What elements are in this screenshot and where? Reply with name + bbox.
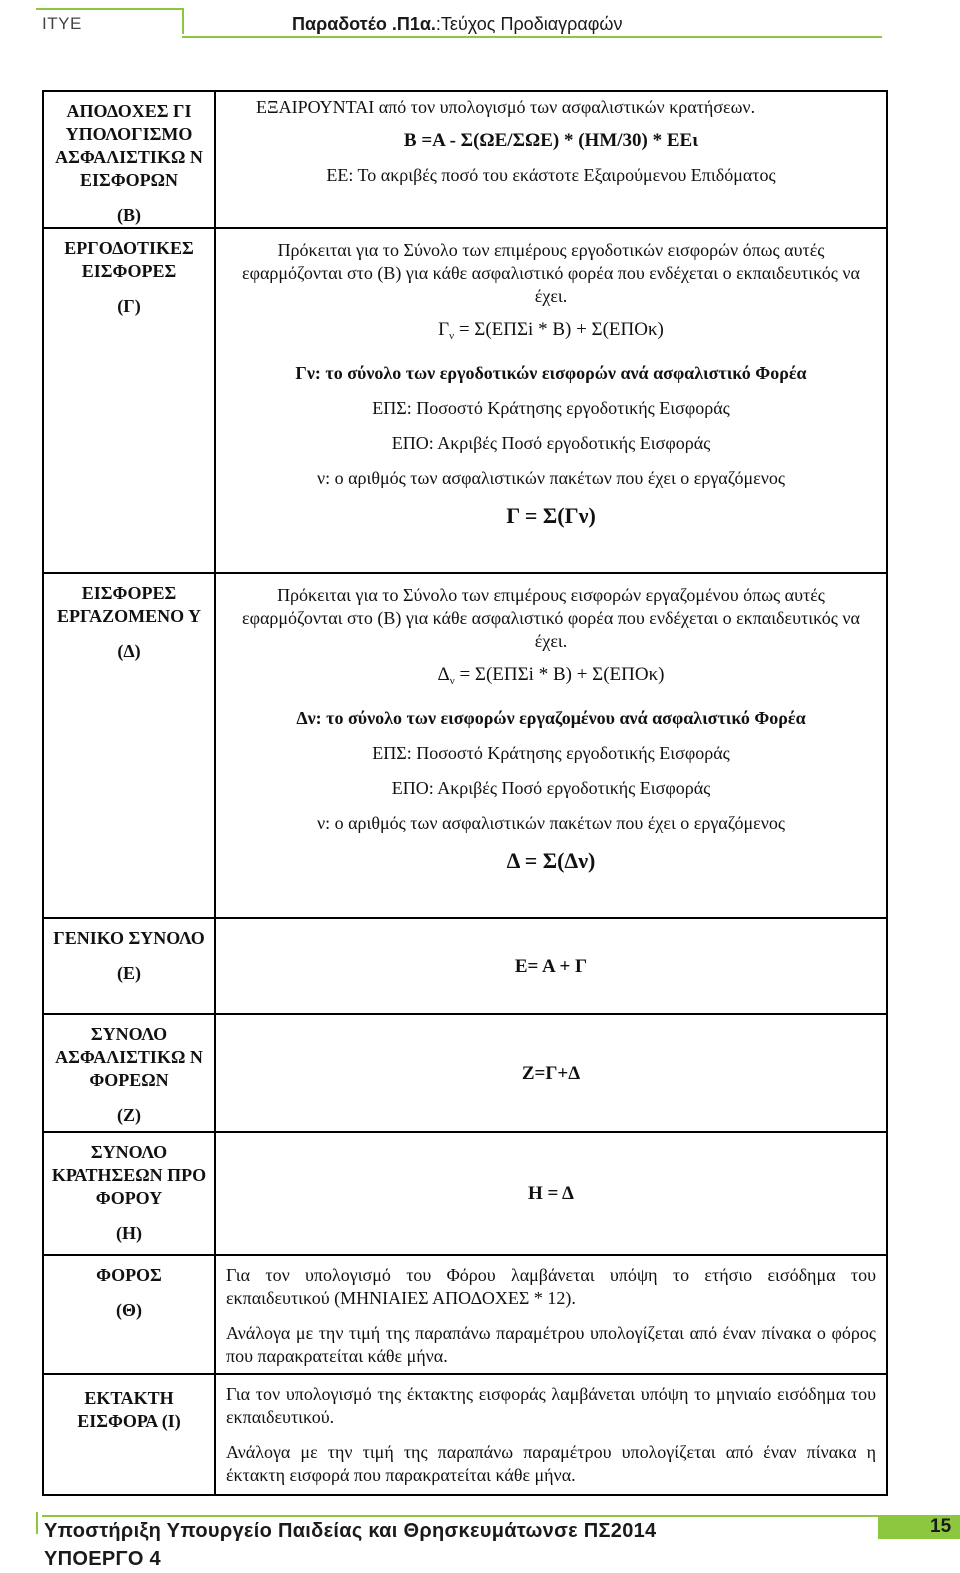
definition-nu: ν: ο αριθμός των ασφαλιστικών πακέτων που έχει ο εργαζόμενος [316,813,786,833]
header-org: ΙΤΥΕ [42,14,82,33]
levy-paragraph-1: Για τον υπολογισμό της έκτακτης εισφοράς λαμβάνεται υπόψη το μηνιαίο εισόδημα του εκπαιδευτικού. [226,1384,876,1427]
row-label-cell [44,1375,216,1494]
footer-line-1: Υποστήριξη Υπουργείο Παιδείας και Θρησκευμάτωνσε ΠΣ2014 [44,1520,657,1542]
formula-rhs: = Σ(ΕΠΣi * Β) + Σ(ΕΠΟκ) [459,664,665,685]
formula-h: Η = Δ [528,1183,574,1204]
row-label: ΕΙΣΦΟΡΕΣ ΕΡΓΑΖΟΜΕΝΟ Υ [57,583,201,626]
row-label-section [44,1013,214,1131]
row-label-cell [44,574,216,917]
row-label-cell [44,1256,216,1373]
page-header [0,0,960,44]
formula-d [216,663,886,693]
table-row-g [44,227,886,572]
row-label-section [44,574,214,671]
formula-h-cell [216,1131,886,1254]
definition-bold: Δν: το σύνολο των εισφορών εργαζομένου ανά ασφαλιστικό Φορέα [296,708,806,728]
table-row-ezh [44,917,886,1254]
formula-sub: ν [449,330,455,342]
header-title-bold: Παραδοτέο .Π1α. [292,14,436,34]
tax-paragraph-1: Για τον υπολογισμό του Φόρου λαμβάνεται υπόψη το ετήσιο εισόδημα του εκπαιδευτικού (ΜΗΝΙΑΙΕΣ ΑΠΟΔΟΧΕΣ * 12). [226,1265,876,1308]
definition-eps: ΕΠΣ: Ποσοστό Κράτησης εργοδοτικής Εισφοράς [372,398,730,418]
row-description: Πρόκειται για το Σύνολο των επιμέρους εισφορών εργαζομένου όπως αυτές εφαρμόζονται στο (Β) για κάθε ασφαλιστικό φορέα που ενδέχεται ο εκπαιδευτικός να έχει. [242,585,860,651]
definition-epo: ΕΠΟ: Ακριβές Ποσό εργοδοτικής Εισφοράς [391,778,711,798]
row-label-cell [44,229,216,572]
row-content-cell [216,1375,886,1494]
header-title-rest: :Τεύχος Προδιαγραφών [435,14,623,34]
row-label: ΓΕΝΙΚΟ ΣΥΝΟΛΟ [53,928,205,948]
row-code: (Β) [117,205,141,225]
formula-sub: ν [449,675,455,687]
row-content-cell [216,574,886,917]
row-label-cell [44,919,216,1254]
row-label: ΣΥΝΟΛΟ ΚΡΑΤΗΣΕΩΝ ΠΡΟ ΦΟΡΟΥ [51,1142,207,1208]
row-label-section [44,1131,214,1254]
row-label-section [44,919,214,1013]
row-description: Πρόκειται για το Σύνολο των επιμέρους εργοδοτικών εισφορών όπως αυτές εφαρμόζονται στο (Β) για κάθε ασφαλιστικό φορέα που ενδέχεται ο εκπαιδευτικός να έχει. [242,240,860,306]
footer-line-2: ΥΠΟΕΡΓΟ 4 [44,1548,161,1570]
row-code: (Ζ) [117,1105,141,1125]
page-number: 15 [930,1516,952,1537]
formula-lhs: Γ [438,319,450,340]
formula-rhs: = Σ(ΕΠΣi * Β) + Σ(ΕΠΟκ) [458,319,664,340]
row-code: (Γ) [117,296,141,316]
row-label-section [44,1375,214,1441]
formula-e-cell [216,919,886,1013]
formula-lhs: Δ [437,664,450,685]
row-content-cell [216,919,886,1254]
formula-z: Ζ=Γ+Δ [521,1062,581,1084]
formula-e: Ε= Α + Γ [514,955,588,977]
row-label-cell [44,92,216,227]
definition-bold: Γν: το σύνολο των εργοδοτικών εισφορών ανά ασφαλιστικό Φορέα [295,363,807,383]
header-rule [182,36,882,38]
definition-epo: ΕΠΟ: Ακριβές Ποσό εργοδοτικής Εισφοράς [391,433,711,453]
row-label: ΦΟΡΟΣ [96,1265,162,1285]
row-code: (Η) [116,1223,142,1243]
row-content-cell [216,229,886,572]
table-row-b [44,92,886,227]
row-code: (Ε) [117,963,141,983]
formula-z-cell [216,1013,886,1131]
row-label: ΕΚΤΑΚΤΗ ΕΙΣΦΟΡΑ (Ι) [77,1388,181,1431]
row-content-cell [216,1256,886,1373]
spec-table [42,90,888,1496]
formula-g [216,318,886,348]
row-label: ΣΥΝΟΛΟ ΑΣΦΑΛΙΣΤΙΚΩ Ν ΦΟΡΕΩΝ [55,1024,203,1090]
footer-text [44,1517,656,1573]
tax-paragraph-2: Ανάλογα με την τιμή της παραπάνω παραμέτρου υπολογίζεται από έναν πίνακα ο φόρος που παρακρατείται κάθε μήνα. [226,1323,876,1366]
row-label-section [44,229,214,326]
row-label-section [44,1256,214,1330]
header-title [292,14,623,35]
row-note: ΕΕ: Το ακριβές ποσό του εκάστοτε Εξαιρούμενου Επιδόματος [326,165,776,185]
definition-eps: ΕΠΣ: Ποσοστό Κράτησης εργοδοτικής Εισφοράς [372,743,730,763]
total-formula-g: Γ = Σ(Γν) [506,503,596,528]
table-row-d [44,572,886,917]
row-code: (Θ) [116,1300,142,1320]
row-content-cell [216,92,886,227]
total-formula-d: Δ = Σ(Δν) [506,848,596,873]
row-label: ΑΠΟΔΟΧΕΣ ΓΙ ΥΠΟΛΟΓΙΣΜΟ ΑΣΦΑΛΙΣΤΙΚΩ Ν ΕΙΣΦΟΡΩΝ [55,101,203,190]
footer-mark [36,1512,38,1534]
levy-paragraph-2: Ανάλογα με την τιμή της παραπάνω παραμέτρου υπολογίζεται από έναν πίνακα η έκτακτη εισφορά που παρακρατείται κάθε μήνα. [226,1442,876,1485]
definition-nu: ν: ο αριθμός των ασφαλιστικών πακέτων που έχει ο εργαζόμενος [316,468,786,488]
row-code: (Δ) [117,641,141,661]
table-row-th [44,1254,886,1373]
formula-b: Β =Α - Σ(ΩΕ/ΣΩΕ) * (ΗΜ/30) * ΕΕι [403,130,699,151]
row-label-section [44,92,214,235]
table-row-i [44,1373,886,1494]
row-text: ΕΞΑΙΡΟΥΝΤΑΙ από τον υπολογισμό των ασφαλιστικών κρατήσεων. [256,97,756,117]
row-label: ΕΡΓΟΔΟΤΙΚΕΣ ΕΙΣΦΟΡΕΣ [64,238,194,281]
